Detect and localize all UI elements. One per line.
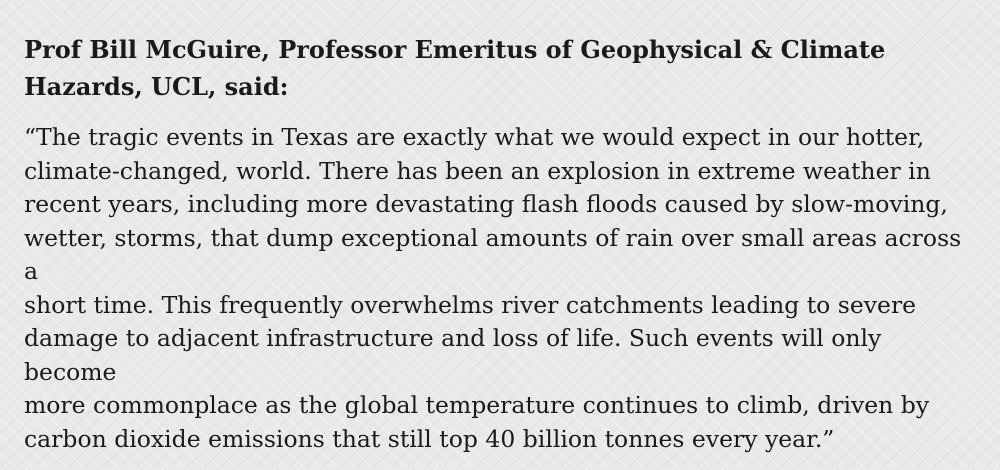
quote-line: damage to adjacent infrastructure and loss of life. Such events will only become	[24, 324, 882, 386]
quote-line: more commonplace as the global temperature continues to climb, driven by	[24, 391, 930, 419]
speaker-line-1: Prof Bill McGuire, Professor Emeritus of Geophysical & Climate	[24, 35, 886, 64]
quote-line: wetter, storms, that dump exceptional amounts of rain over small areas across a	[24, 223, 962, 285]
quote-line: climate-changed, world. There has been an explosion in extreme weather in	[24, 156, 931, 185]
speaker-attribution	[24, 31, 970, 105]
quote-text	[24, 121, 970, 456]
quote-line: recent years, including more devastating flash floods caused by slow-moving,	[24, 190, 948, 218]
quote-line: carbon dioxide emissions that still top 40 billion tonnes every year.”	[24, 424, 835, 453]
quote-line: short time. This frequently overwhelms river catchments leading to severe	[24, 290, 917, 319]
quote-line: “The tragic events in Texas are exactly what we would expect in our hotter,	[24, 123, 925, 151]
speaker-line-2: Hazards, UCL, said:	[24, 72, 289, 101]
